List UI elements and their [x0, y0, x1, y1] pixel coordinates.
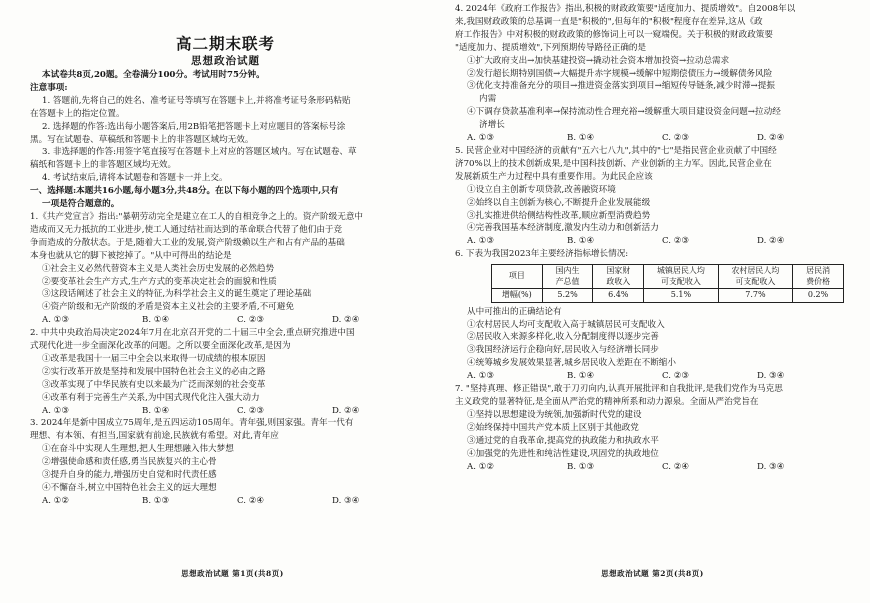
question-stem: 6. 下表为我国2023年主要经济指标增长情况: [455, 249, 629, 260]
statement-item: ②要变革社会生产方式,生产方式的变革决定社会的面貌和性质 [42, 276, 277, 287]
statement-item: ④资产阶级和无产阶级的矛盾是资本主义社会的主要矛盾,不可避免 [42, 302, 294, 313]
question-stem: 2. 中共中央政治局决定2024年7月在北京召开党的二十届三中全会,重点研究推进中国 [30, 328, 355, 339]
option-b: B. ①④ [567, 371, 595, 382]
statement-item-cont: 济增长 [479, 120, 505, 131]
question-stem: 府工作报告》中对积极的财政政策的修饰词上可以一窥端倪。关于积极的财政政策要 [455, 29, 773, 40]
statement-item: ③改革实现了中华民族有史以来最为广泛而深刻的社会变革 [42, 379, 266, 390]
statement-item: ③优化支持准备充分的项目→推进资金落实到项目→缩短传导链条,减少时滞→提振 [467, 81, 775, 92]
table-cell: 6.4% [593, 289, 644, 303]
statement-item: ③这段话阐述了社会主义的特征,为科学社会主义的诞生奠定了理论基础 [42, 289, 312, 300]
statement-item: ①农村居民人均可支配收入高于城镇居民可支配收入 [467, 319, 665, 330]
table-header-cell: 农村居民人均 可支配收入 [718, 265, 793, 289]
option-c: C. ②④ [662, 461, 690, 472]
note-line: 3. 非选择题的作答:用签字笔直接写在答题卡上对应的答题区域内。写在试题卷、草 [42, 147, 357, 158]
table-header-cell: 国家财 政收入 [593, 265, 644, 289]
statement-item: ①设立自主创新专项贷款,改善融资环境 [467, 184, 616, 195]
statement-item: ②增强使命感和责任感,勇当民族复兴的主心骨 [42, 457, 217, 468]
question-stem: "适度加力、提质增效",下列预期传导路径正确的是 [455, 42, 647, 53]
section-title: 一、选择题:本题共16小题,每小题3分,共48分。在以下每小题的四个选项中,只有 [30, 186, 339, 197]
statement-item: ④加强党的先进性和纯洁性建设,巩固党的执政地位 [467, 448, 659, 459]
statement-item: ③提升自身的能力,增强历史自觉和时代责任感 [42, 470, 217, 481]
table-cell: 5.1% [644, 289, 719, 303]
page-footer: 思想政治试题 第1页(共8页) [181, 569, 284, 579]
statement-item: ④不懈奋斗,树立中国特色社会主义的远大理想 [42, 483, 217, 493]
option-a: A. ①③ [467, 133, 495, 144]
option-c: C. ②③ [237, 405, 265, 416]
option-c: C. ②③ [237, 315, 265, 326]
answer-options [30, 405, 421, 418]
statement-item: ①社会主义必然代替资本主义是人类社会历史发展的必然趋势 [42, 263, 275, 274]
question-stem: 3. 2024年是新中国成立75周年,是五四运动105周年。青年强,则国家强。青年一代有 [30, 418, 354, 429]
note-line: 黑。写在试题卷、草稿纸和答题卡上的非答题区域均无效。 [30, 134, 254, 145]
exam-page-2 [435, 0, 870, 603]
statement-item-cont: 内需 [479, 94, 497, 105]
statement-item: ①在奋斗中实现人生理想,把人生理想融入伟大梦想 [42, 444, 234, 455]
option-c: C. ②③ [662, 371, 690, 382]
option-d: D. ③④ [757, 371, 785, 382]
table-header-cell: 项目 [492, 265, 543, 289]
question-7 [455, 383, 844, 473]
option-d: D. ③④ [757, 461, 785, 472]
option-b: B. ①④ [567, 133, 595, 144]
note-line: 稿纸和答题卡上的非答题区域均无效。 [30, 160, 177, 171]
question-1 [30, 211, 421, 327]
question-prompt: 从中可推出的正确结论有 [467, 306, 562, 317]
table-header-row [492, 265, 844, 289]
option-c: C. ②③ [662, 236, 690, 247]
option-a: A. ①② [42, 495, 70, 506]
question-stem: 发展新质生产力过程中具有重要作用。为此民企应该 [455, 171, 653, 182]
question-2 [30, 327, 421, 417]
option-b: B. ①④ [142, 405, 170, 416]
statement-item: ①坚持以思想建设为统领,加强新时代党的建设 [467, 409, 642, 420]
statement-item: ②始终以自主创新为核心,不断提升企业发展能级 [467, 197, 651, 208]
answer-options [455, 370, 844, 383]
question-6 [455, 248, 844, 383]
table-cell: 7.7% [718, 289, 793, 303]
question-5 [455, 145, 844, 248]
question-stem: 本身也就从它的脚下被挖掉了。"从中可得出的结论是 [30, 250, 232, 261]
option-d: D. ②④ [332, 405, 360, 416]
option-a: A. ①③ [42, 405, 70, 416]
question-stem: 济70%以上的技术创新成果,是中国科技创新、产业创新的主力军。因此,民营企业在 [455, 158, 772, 169]
question-stem: 式现代化进一步全面深化改革的问题。之所以要全面深化改革,是因为 [30, 341, 291, 352]
option-b: B. ①③ [567, 461, 595, 472]
question-stem: 4. 2024年《政府工作报告》指出,积极的财政政策要"适度加力、提质增效"。自2008年以 [455, 4, 796, 14]
statement-item: ④完善我国基本经济制度,激发内生动力和创新活力 [467, 223, 659, 234]
question-4 [455, 3, 844, 145]
section-title: 一项是符合题意的。 [42, 199, 120, 210]
option-a: A. ①③ [467, 236, 495, 247]
economic-indicator-table [491, 264, 844, 303]
question-stem: 7. "坚持真理、修正错误",敢于刀刃向内,认真开展批评和自我批评,是我们党作为马克思 [455, 384, 783, 395]
option-b: B. ①④ [567, 236, 595, 247]
statement-item: ④下调存贷款基准利率→保持流动性合理充裕→缓解重大项目建设资金问题→拉动经 [467, 107, 781, 118]
option-d: D. ②④ [757, 236, 785, 247]
question-stem: 争而造成的分散状态。于是,随着大工业的发展,资产阶级赖以生产和占有产品的基础 [30, 237, 345, 248]
table-cell: 增幅(%) [492, 289, 543, 303]
table-cell: 5.2% [542, 289, 593, 303]
question-stem: 造成而又无力抵抗的工业进步,使工人通过结社而达到的革命联合代替了他们由于竞 [30, 224, 343, 235]
exam-subtitle: 思想政治试题 [191, 55, 260, 67]
answer-options [30, 495, 421, 508]
notes-list [30, 95, 421, 185]
statement-item: ③我国经济运行企稳向好,居民收入与经济增长同步 [467, 345, 659, 356]
statement-item: ②始终保持中国共产党本质上区别于其他政党 [467, 422, 639, 433]
option-c: C. ②③ [662, 133, 690, 144]
statement-item: ④统筹城乡发展效果显著,城乡居民收入差距在不断缩小 [467, 358, 676, 369]
table-row [492, 289, 844, 303]
question-stem: 5. 民营企业对中国经济的贡献有"五六七八九",其中的"七"是指民营企业贡献了中国经 [455, 145, 777, 156]
answer-options [455, 235, 844, 248]
exam-title: 高二期末联考 [175, 34, 275, 53]
note-line: 4. 考试结束后,请将本试题卷和答题卡一并上交。 [42, 173, 228, 184]
statement-item: ①改革是我国十一届三中全会以来取得一切成绩的根本原因 [42, 353, 266, 364]
exam-info: 本试卷共8页,20题。全卷满分100分。考试用时75分钟。 [42, 70, 265, 80]
table-header-cell: 国内生 产总值 [542, 265, 593, 289]
statement-item: ②实行改革开放是坚持和发展中国特色社会主义的必由之路 [42, 366, 266, 377]
question-stem: 理想、有本领、有担当,国家就有前途,民族就有希望。对此,青年应 [30, 431, 279, 442]
option-b: B. ①③ [142, 495, 170, 506]
question-stem: 1.《共产党宣言》指出:"暴朝劳动完全是建立在工人的自相竞争之上的。资产阶级无意中 [30, 211, 364, 222]
option-b: B. ①④ [142, 315, 170, 326]
answer-options [455, 461, 844, 474]
question-stem: 主义政党的显著特征,是全面从严治党的精神所系和动力源泉。全面从严治党旨在 [455, 396, 759, 407]
option-d: D. ②④ [332, 315, 360, 326]
statement-item: ③扎实推进供给侧结构性改革,顺应新型消费趋势 [467, 210, 651, 221]
option-d: D. ②④ [757, 133, 785, 144]
option-a: A. ①② [467, 461, 495, 472]
option-c: C. ②④ [237, 495, 265, 506]
statement-item: ②发行超长期特别国债→大幅提升赤字规模→缓解中短期偿债压力→缓解债务风险 [467, 68, 773, 79]
option-a: A. ①③ [42, 315, 70, 326]
note-line: 在答题卡上的指定位置。 [30, 108, 125, 119]
question-stem: 来,我国财政政策的总基调一直是"积极的",但每年的"积极"程度存在差异,这从《政 [455, 16, 763, 27]
answer-options [455, 132, 844, 145]
statement-item: ①扩大政府支出→加快基建投资→撬动社会资本增加投资→拉动总需求 [467, 55, 730, 66]
statement-item: ②居民收入来源多样化,收入分配制度得以逐步完善 [467, 332, 659, 343]
answer-options [30, 314, 421, 327]
note-line: 1. 答题前,先将自己的姓名、准考证号等填写在答题卡上,并将准考证号条形码粘贴 [42, 95, 351, 106]
question-3 [30, 417, 421, 507]
note-line: 2. 选择题的作答:选出每小题答案后,用2B铅笔把答题卡上对应题目的答案标号涂 [42, 121, 346, 132]
table-header-cell: 居民消 费价格 [793, 265, 844, 289]
table-cell: 0.2% [793, 289, 844, 303]
table-header-cell: 城镇居民人均 可支配收入 [644, 265, 719, 289]
page-footer: 思想政治试题 第2页(共8页) [601, 569, 704, 579]
notes-heading: 注意事项: [30, 82, 68, 93]
option-a: A. ①③ [467, 371, 495, 382]
statement-item: ③通过党的自我革命,提高党的执政能力和执政水平 [467, 435, 659, 446]
option-d: D. ③④ [332, 495, 360, 506]
statement-item: ④改革有利于完善生产关系,为中国式现代化注入强大动力 [42, 392, 260, 403]
